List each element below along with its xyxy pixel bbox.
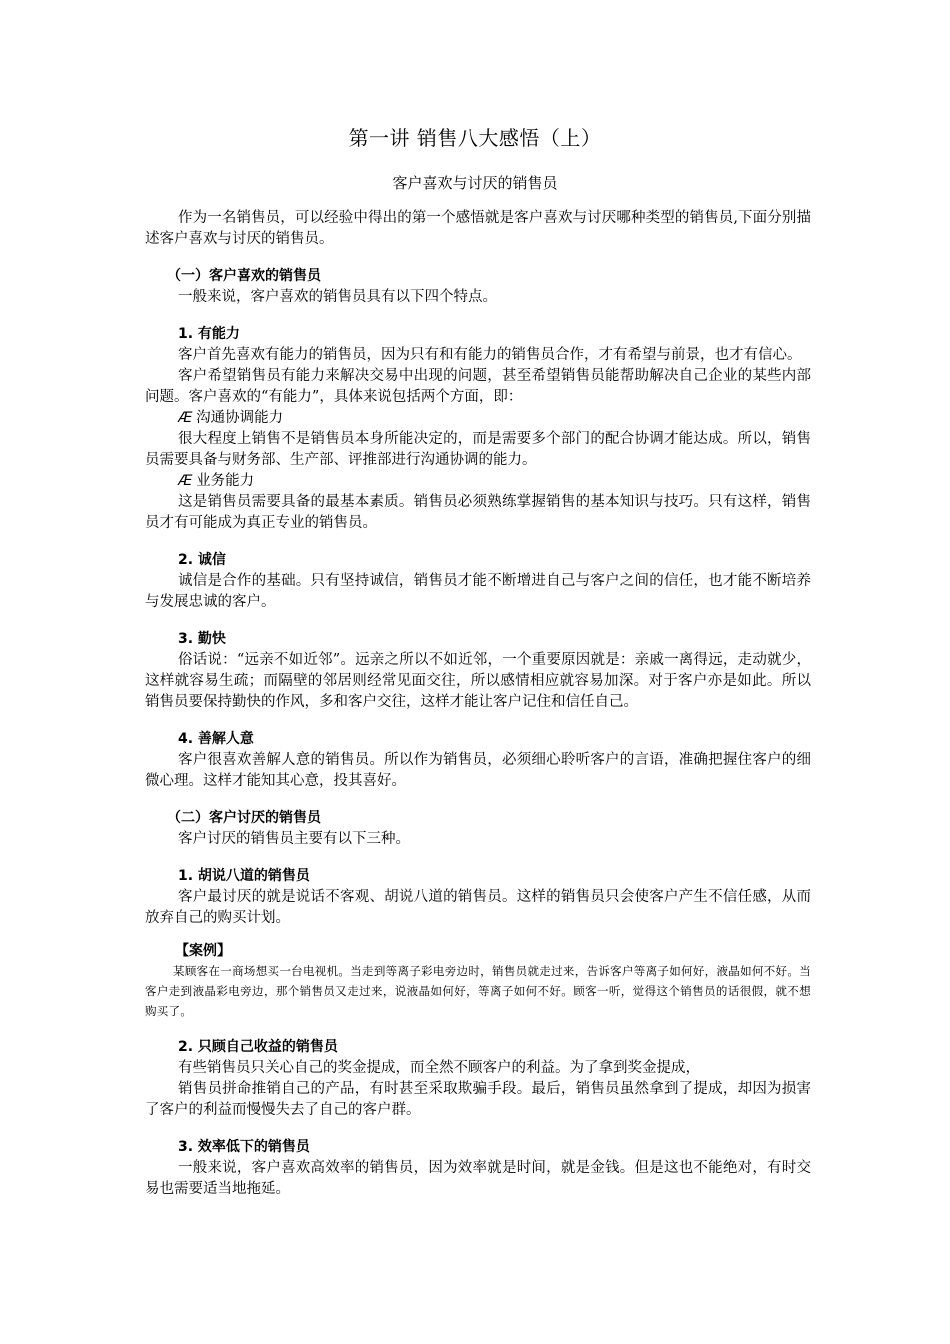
section-lead-disliked: 客户讨厌的销售员主要有以下三种。 [178, 831, 410, 847]
paragraph: 客户希望销售员有能力来解决交易中出现的问题，甚至希望销售员能帮助解决自己企业的某些内部问题。客户喜欢的“有能力”，具体来说包括两个方面，即： [145, 368, 811, 405]
case-title: 【案例】 [175, 943, 231, 959]
item-heading-ability: 1. 有能力 [178, 326, 240, 342]
bullet-label: 沟通协调能力 [196, 410, 284, 426]
intro-paragraph: 作为一名销售员，可以经验中得出的第一个感悟就是客户喜欢与讨厌哪种类型的销售员,下面分别描述客户喜欢与讨厌的销售员。 [145, 210, 811, 247]
item-heading-nonsense: 1. 胡说八道的销售员 [178, 868, 310, 884]
spacer [145, 613, 811, 629]
paragraph: 诚信是合作的基础。只有坚持诚信，销售员才能不断增进自己与客户之间的信任，也才能不断培养与发展忠诚的客户。 [145, 573, 811, 610]
spacer [145, 1121, 811, 1137]
paragraph: 一般来说，客户喜欢高效率的销售员，因为效率就是时间，就是金钱。但是这也不能绝对，有时交易也需要适当地拖延。 [145, 1160, 811, 1197]
paragraph: 俗话说：“远亲不如近邻”。远亲之所以不如近邻，一个重要原因就是：亲戚一离得远，走动就少，这样就容易生疏；而隔壁的邻居则经常见面交往，所以感情相应就容易加深。对于客户亦是如此。所以销售员要保持勤快的作风，多和客户交往，这样才能让客户记住和信任自己。 [145, 652, 811, 710]
bullet-mark: Æ [178, 473, 193, 489]
paragraph: 很大程度上销售不是销售员本身所能决定的，而是需要多个部门的配合协调才能达成。所以，销售员需要具备与财务部、生产部、评推部进行沟通协调的能力。 [145, 431, 811, 468]
bullet-label: 业务能力 [196, 473, 255, 489]
section-heading-disliked: （二）客户讨厌的销售员 [167, 810, 321, 826]
spacer [145, 250, 811, 266]
item-heading-diligent: 3. 勤快 [178, 631, 226, 647]
paragraph: 客户最讨厌的就是说话不客观、胡说八道的销售员。这样的销售员只会使客户产生不信任感，从而放弃自己的购买计划。 [145, 889, 811, 926]
bullet-item [145, 408, 811, 429]
case-body: 某顾客在一商场想买一台电视机。当走到等离子彩电旁边时，销售员就走过来，告诉客户等离子如何好，液晶如何不好。当客户走到液晶彩电旁边，那个销售员又走过来，说液晶如何好，等离子如何不好。顾客一听，觉得这个销售员的话很假，就不想购买了。 [145, 964, 811, 1018]
paragraph: 这是销售员需要具备的最基本素质。销售员必须熟练掌握销售的基本知识与技巧。只有这样，销售员才有可能成为真正专业的销售员。 [145, 494, 811, 531]
spacer [145, 534, 811, 550]
spacer [145, 850, 811, 866]
document-subtitle: 客户喜欢与讨厌的销售员 [392, 174, 558, 192]
item-heading-selfish: 2. 只顾自己收益的销售员 [178, 1039, 338, 1055]
document-title: 第一讲 销售八大感悟（上） [348, 126, 602, 150]
spacer [145, 308, 811, 324]
document-body [145, 208, 811, 1200]
paragraph: 客户很喜欢善解人意的销售员。所以作为销售员，必须细心聆听客户的言语，准确把握住客户的细微心理。这样才能知其心意，投其喜好。 [145, 752, 811, 789]
item-heading-inefficient: 3. 效率低下的销售员 [178, 1139, 310, 1155]
bullet-item [145, 471, 811, 492]
item-heading-integrity: 2. 诚信 [178, 552, 226, 568]
spacer [145, 792, 811, 808]
paragraph: 客户首先喜欢有能力的销售员，因为只有和有能力的销售员合作，才有希望与前景，也才有信心。 [178, 347, 802, 363]
spacer [145, 713, 811, 729]
section-lead-liked: 一般来说，客户喜欢的销售员具有以下四个特点。 [178, 289, 497, 305]
spacer [145, 929, 811, 941]
paragraph: 销售员拼命推销自己的产品，有时甚至采取欺骗手段。最后，销售员虽然拿到了提成，却因为损害了客户的利益而慢慢失去了自己的客户群。 [145, 1081, 811, 1118]
paragraph: 有些销售员只关心自己的奖金提成，而全然不顾客户的利益。为了拿到奖金提成， [178, 1060, 700, 1076]
item-heading-understanding: 4. 善解人意 [178, 731, 254, 747]
bullet-mark: Æ [178, 410, 193, 426]
spacer [145, 1021, 811, 1037]
section-heading-liked: （一）客户喜欢的销售员 [167, 268, 321, 284]
